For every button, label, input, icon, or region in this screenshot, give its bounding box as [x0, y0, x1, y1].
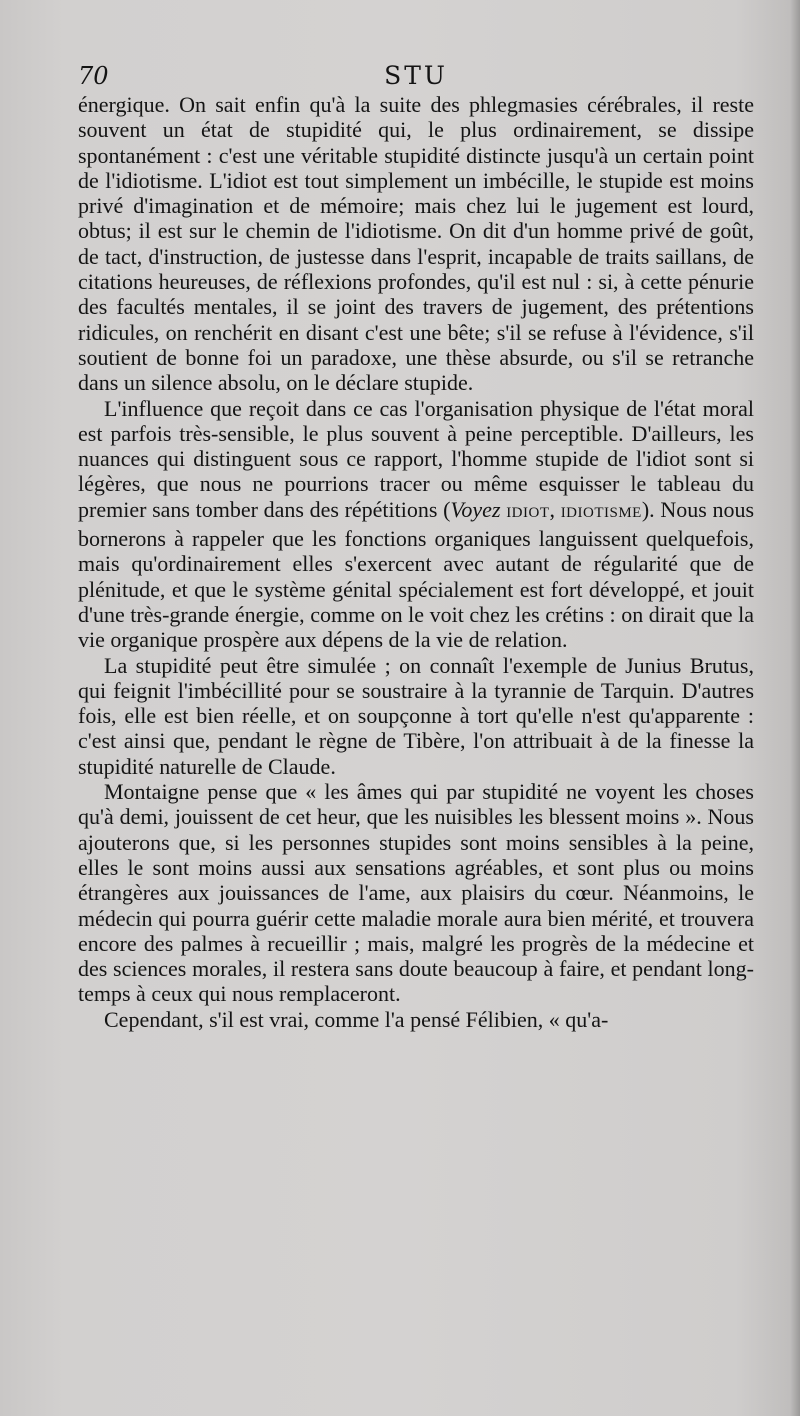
paragraph-influence — [78, 396, 754, 653]
paragraph-influence-text-before: L'influence que reçoit dans ce cas l'organisation physique de l'état moral est parfois très-sensible, le plus souvent à peine perceptible. D'ailleurs, les nuances qui distinguent sous ce rapport, l'homme stupide de l'idiot sont si légères, que nous ne pourrions tracer ou même esquisser le tableau du premier sans tomber dans des répétitions ( — [78, 395, 754, 522]
paragraph-simulation: La stupidité peut être simulée ; on connaît l'exemple de Junius Brutus, qui feignit l'imbécillité pour se soustraire à la tyrannie de Tarquin. D'autres fois, elle est bien réelle, et on soupçonne à tort qu'elle n'est qu'apparente : c'est ainsi que, pendant le règne de Tibère, l'on attribuait à de la finesse la stupidité naturelle de Claude. — [78, 652, 754, 779]
cross-reference-idiot: IDIOT — [506, 504, 550, 521]
paragraph-influence-text-after: ). Nous nous bornerons à rappeler que les fonctions organiques languissent quelquefois, mais qu'ordinairement elles s'exercent avec autant de régularité que de plénitude, et que le système génital spécialement est fort développé, et jouit d'une très-grande énergie, comme on le voit chez les crétins : on dirait que la vie organique prospère aux dépens de la vie de relation. — [78, 496, 755, 653]
running-head: STU — [384, 61, 448, 90]
cross-reference-idiotisme: IDIOTISME — [560, 504, 642, 521]
paragraph-montaigne: Montaigne pense que « les âmes qui par stupidité ne voyent les choses qu'à demi, jouissent de cet heur, que les nuisibles les blessent moins ». Nous ajouterons que, si les personnes stupides sont moins sensibles à la peine, elles le sont moins aussi aux sensations agréables, et sont plus ou moins étrangères aux jouissances de l'ame, aux plaisirs du cœur. Néanmoins, le médecin qui pourra guérir cette maladie morale aura bien mérité, et trouvera encore des palmes à recueillir ; mais, malgré les progrès de la médecine et des sciences morales, il restera sans doute beaucoup à faire, et pendant long-temps à ceux qui nous remplaceront. — [78, 779, 754, 1007]
cross-reference-separator: , — [549, 496, 561, 522]
voyez-reference: Voyez — [450, 496, 501, 522]
paragraph-continuation: énergique. On sait enfin qu'à la suite des phlegmasies cérébrales, il reste souvent un état de stupidité qui, le plus ordinairement, se dissipe spontanément : c'est une véritable stupidité distincte jusqu'à un certain point de l'idiotisme. L'idiot est tout simplement un imbécille, le stupide est moins privé d'imagination et de mémoire; mais chez lui le jugement est lourd, obtus; il est sur le chemin de l'idiotisme. On dit d'un homme privé de goût, de tact, d'instruction, de justesse dans l'esprit, incapable de traits saillans, de citations heureuses, de réflexions profondes, qu'il est nul : si, à cette pénurie des facultés mentales, il se joint des travers de jugement, des prétentions ridicules, on renchérit en disant c'est une bête; s'il se refuse à l'évidence, s'il soutient de bonne foi un paradoxe, une thèse absurde, ou s'il se retranche dans un silence absolu, on le déclare stupide. — [78, 92, 754, 396]
page-header — [78, 58, 754, 94]
body-text — [78, 92, 754, 1032]
paragraph-felibien: Cependant, s'il est vrai, comme l'a pensé Félibien, « qu'a- — [104, 1006, 609, 1032]
page-number: 70 — [78, 62, 109, 90]
page-edge-shadow — [790, 0, 800, 1416]
